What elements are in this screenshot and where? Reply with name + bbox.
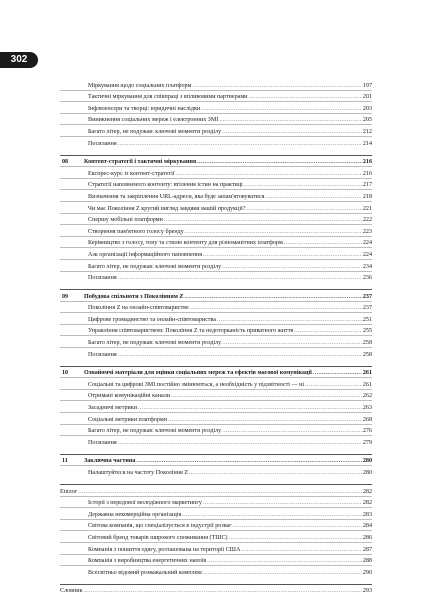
toc-page-number: 262 (362, 393, 372, 400)
dot-leader (164, 217, 362, 224)
dot-leader (176, 171, 362, 178)
dot-leader (203, 500, 362, 507)
toc-entry-row (60, 324, 372, 336)
toc-title: Посилання (88, 439, 117, 446)
toc-entry-row (60, 530, 372, 542)
dot-leader (197, 159, 362, 166)
toc-title: Посилання (88, 351, 117, 358)
toc-page-number: 234 (362, 263, 372, 270)
dot-leader (78, 489, 362, 496)
toc-entry-row (60, 259, 372, 271)
toc-title: Азк організації інформаційного наповнення (88, 251, 203, 258)
toc-title: Історії з передової молодіжного маркетингу (88, 500, 202, 507)
toc-title: Посилання (88, 275, 117, 282)
toc-entry-row (60, 213, 372, 225)
dot-leader (182, 512, 362, 519)
toc-entry-row (60, 301, 372, 313)
dot-leader (244, 182, 362, 189)
toc-section-row (60, 484, 372, 496)
dot-leader (118, 440, 362, 447)
toc-page-number: 286 (362, 534, 372, 541)
dot-leader (284, 240, 362, 247)
toc-entry-row (60, 554, 372, 566)
dot-leader (118, 352, 362, 359)
toc-page-number: 268 (362, 416, 372, 423)
dot-leader (118, 275, 362, 282)
toc-entry-row (60, 335, 372, 347)
toc-entry-row (60, 201, 372, 213)
toc-page-number: 279 (362, 439, 372, 446)
toc-title: Заключна частина (84, 458, 136, 465)
toc-title: Налаштуйтеся на частоту Покоління Z (88, 470, 189, 476)
dot-leader (189, 470, 362, 477)
toc-title: Чи має Покоління Z кругий вигляд завдяки вашій продукції? (88, 205, 246, 212)
dot-leader (192, 83, 362, 90)
toc-chapter-row (60, 289, 372, 301)
dot-leader (204, 570, 362, 577)
toc-entry-row (60, 435, 372, 447)
toc-page-number: 205 (362, 117, 372, 124)
dot-leader (203, 252, 362, 259)
toc-page-number: 287 (362, 546, 372, 553)
dot-leader (222, 428, 362, 435)
toc-page-number: 218 (362, 193, 372, 200)
toc-page-number: 282 (362, 488, 372, 495)
dot-leader (233, 523, 362, 530)
dot-leader (294, 328, 362, 335)
toc-title: Світова компанія, що спеціалізується в індустрії розваг (88, 523, 232, 530)
dot-leader (222, 129, 362, 136)
toc-entry-row (60, 347, 372, 359)
toc-title: Багато літер, не подужав: ключові моменти розділу (88, 263, 222, 270)
toc-title: Державна некомерційна організація (88, 511, 182, 518)
chapter-number: 11 (62, 458, 68, 465)
dot-leader (201, 106, 362, 113)
toc-page-number: 237 (362, 305, 372, 312)
toc-chapter-row (60, 366, 372, 378)
chapter-number: 10 (62, 370, 69, 377)
dot-leader (168, 417, 362, 424)
toc-entry-row (60, 389, 372, 401)
dot-leader (305, 382, 362, 389)
toc-title: Побудова спільноти з Поколінням Z (84, 293, 184, 300)
toc-title: Багато літер, не подужав: ключові моменти розділу (88, 128, 222, 135)
toc-title: Виникнення соціальних мереж і електронних ЗМІ (88, 117, 219, 124)
toc-title: Засадничі метрики (88, 405, 137, 412)
dot-leader (190, 305, 362, 312)
toc-page-number: 237 (362, 293, 372, 300)
chapter-number: 09 (62, 293, 69, 300)
toc-page-number: 288 (362, 558, 372, 565)
toc-title: Цифрове громадянство та онлайн-співтовариства (88, 316, 216, 323)
toc-title: Покоління Z на онлайн-співтоваристве (88, 305, 189, 312)
toc-entry-row (60, 565, 372, 577)
dot-leader (222, 340, 362, 347)
toc-page-number: 251 (362, 316, 372, 323)
toc-title: Створення пам'ятного голосу бренду (88, 228, 184, 235)
toc-title: Соціальні та цифрові ЗМІ постійно змінюються, а необхідність у підзвітності — ні (88, 381, 305, 388)
toc-title: Стратегії наповненого контенту: втілення істин на практиці (88, 182, 243, 189)
toc-title: Спершу мобільні платформи (88, 217, 163, 224)
toc-page-number: 258 (362, 340, 372, 347)
toc-title: Міркування щодо соціальних платформ (88, 82, 192, 89)
toc-page-number: 263 (362, 405, 372, 412)
toc-page-number: 224 (362, 251, 372, 258)
toc-chapter-row (60, 454, 372, 466)
toc-entry-row (60, 400, 372, 412)
toc-entry-row (60, 79, 372, 90)
toc-page-number: 258 (362, 351, 372, 358)
toc-entry-row (60, 178, 372, 190)
dot-leader (219, 117, 362, 124)
toc-entry-row (60, 496, 372, 508)
toc-entry-row (60, 224, 372, 236)
toc-title: Всесвітньо відомий розважальний комплекс (88, 569, 203, 576)
toc-entry-row (60, 90, 372, 102)
toc-title: Посилання (88, 140, 117, 147)
toc-page-number: 282 (362, 500, 372, 507)
toc-entry-row (60, 412, 372, 424)
dot-leader (207, 558, 362, 565)
toc-page-number: 280 (362, 458, 372, 465)
toc-page-number: 290 (362, 569, 372, 576)
toc-page-number: 283 (362, 511, 372, 518)
toc-title: Експрес-курс із контент-стратегії (88, 170, 175, 177)
dot-leader (313, 370, 362, 377)
toc-title: Управління співтовариством: Покоління Z та недоторканість приватного життя (88, 328, 294, 335)
toc-entry-row (60, 312, 372, 324)
toc-entry-row (60, 377, 372, 389)
dot-leader (84, 588, 362, 595)
chapter-number: 08 (62, 159, 69, 166)
toc-entry-row (60, 236, 372, 248)
toc-page-number: 216 (362, 170, 372, 177)
dot-leader (118, 141, 362, 148)
page-number-badge: 302 (0, 52, 38, 68)
toc-entry-row (60, 507, 372, 519)
toc-page-number: 276 (362, 428, 372, 435)
toc-page-number: 293 (362, 588, 372, 595)
dot-leader (136, 458, 361, 465)
dot-leader (265, 194, 362, 201)
toc-page-number: 216 (362, 159, 372, 166)
dot-leader (241, 547, 362, 554)
dot-leader (222, 264, 362, 271)
toc-title: Світовий бренд товарів широкого споживання (ТШС) (88, 534, 228, 541)
toc-title: Тактичні міркування для співпраці з впливовими партнерами (88, 94, 248, 101)
toc-title: Епілог (60, 488, 78, 495)
toc-entry-row (60, 424, 372, 436)
toc-page-number: 203 (362, 105, 372, 112)
toc-title: Багато літер, не подужав: ключові моменти розділу (88, 428, 222, 435)
toc-title: Керівництво з голосу, тону та стилю контенту для різноманітних платформ (88, 240, 283, 247)
toc-title: Контент-стратегії і тактичні міркування (84, 159, 197, 166)
toc-page-number: 223 (362, 228, 372, 235)
dot-leader (217, 317, 362, 324)
toc-page-number: 201 (362, 94, 372, 101)
toc-entry-row (60, 542, 372, 554)
toc-entry-row (60, 189, 372, 201)
toc-entry-row (60, 166, 372, 178)
toc-entry-row (60, 124, 372, 136)
table-of-contents (60, 79, 372, 595)
toc-title: Отримані комунікаційні канали (88, 393, 171, 400)
toc-page-number: 236 (362, 275, 372, 282)
toc-page-number: 224 (362, 240, 372, 247)
toc-page-number: 212 (362, 128, 372, 135)
dot-leader (138, 405, 362, 412)
toc-entry-row (60, 113, 372, 125)
dot-leader (171, 393, 362, 400)
toc-title: Інфлюенсери та творці: юридичні наслідки (88, 105, 201, 112)
dot-leader (246, 206, 361, 213)
toc-entry-row (60, 101, 372, 113)
toc-entry-row (60, 519, 372, 531)
toc-title: Соціальні метрики платформи (88, 416, 168, 423)
toc-entry-row (60, 271, 372, 283)
toc-section-row (60, 584, 372, 596)
toc-entry-row (60, 247, 372, 259)
dot-leader (248, 94, 361, 101)
toc-entry-row (60, 136, 372, 148)
toc-title: Компанія з пошиття одягу, розташована на території США (88, 546, 241, 553)
toc-title: Багато літер, не подужав: ключові моменти розділу (88, 340, 222, 347)
toc-title: Визначення та закріплення URL-адреси, яка буде запам'ятовуватися (88, 193, 265, 200)
dot-leader (185, 229, 362, 236)
dot-leader (229, 535, 362, 542)
toc-title: Ознайомчі матеріали для оцінки соціальних мереж та ефектів масової комунікації (84, 370, 312, 377)
toc-title: Словник (60, 588, 83, 595)
toc-page-number: 222 (362, 217, 372, 224)
toc-page-number: 214 (362, 140, 372, 147)
toc-chapter-row (60, 155, 372, 167)
toc-page-number: 261 (362, 370, 372, 377)
toc-page-number: 280 (362, 470, 372, 476)
toc-page-number: 261 (362, 381, 372, 388)
toc-page-number: 284 (362, 523, 372, 530)
toc-entry-row (60, 465, 372, 477)
toc-title: Компанія з виробництва енергетичних напоїв (88, 558, 207, 565)
dot-leader (184, 294, 361, 301)
toc-page-number: 197 (362, 82, 372, 89)
toc-page-number: 217 (362, 182, 372, 189)
toc-page-number: 255 (362, 328, 372, 335)
toc-page-number: 221 (362, 205, 372, 212)
